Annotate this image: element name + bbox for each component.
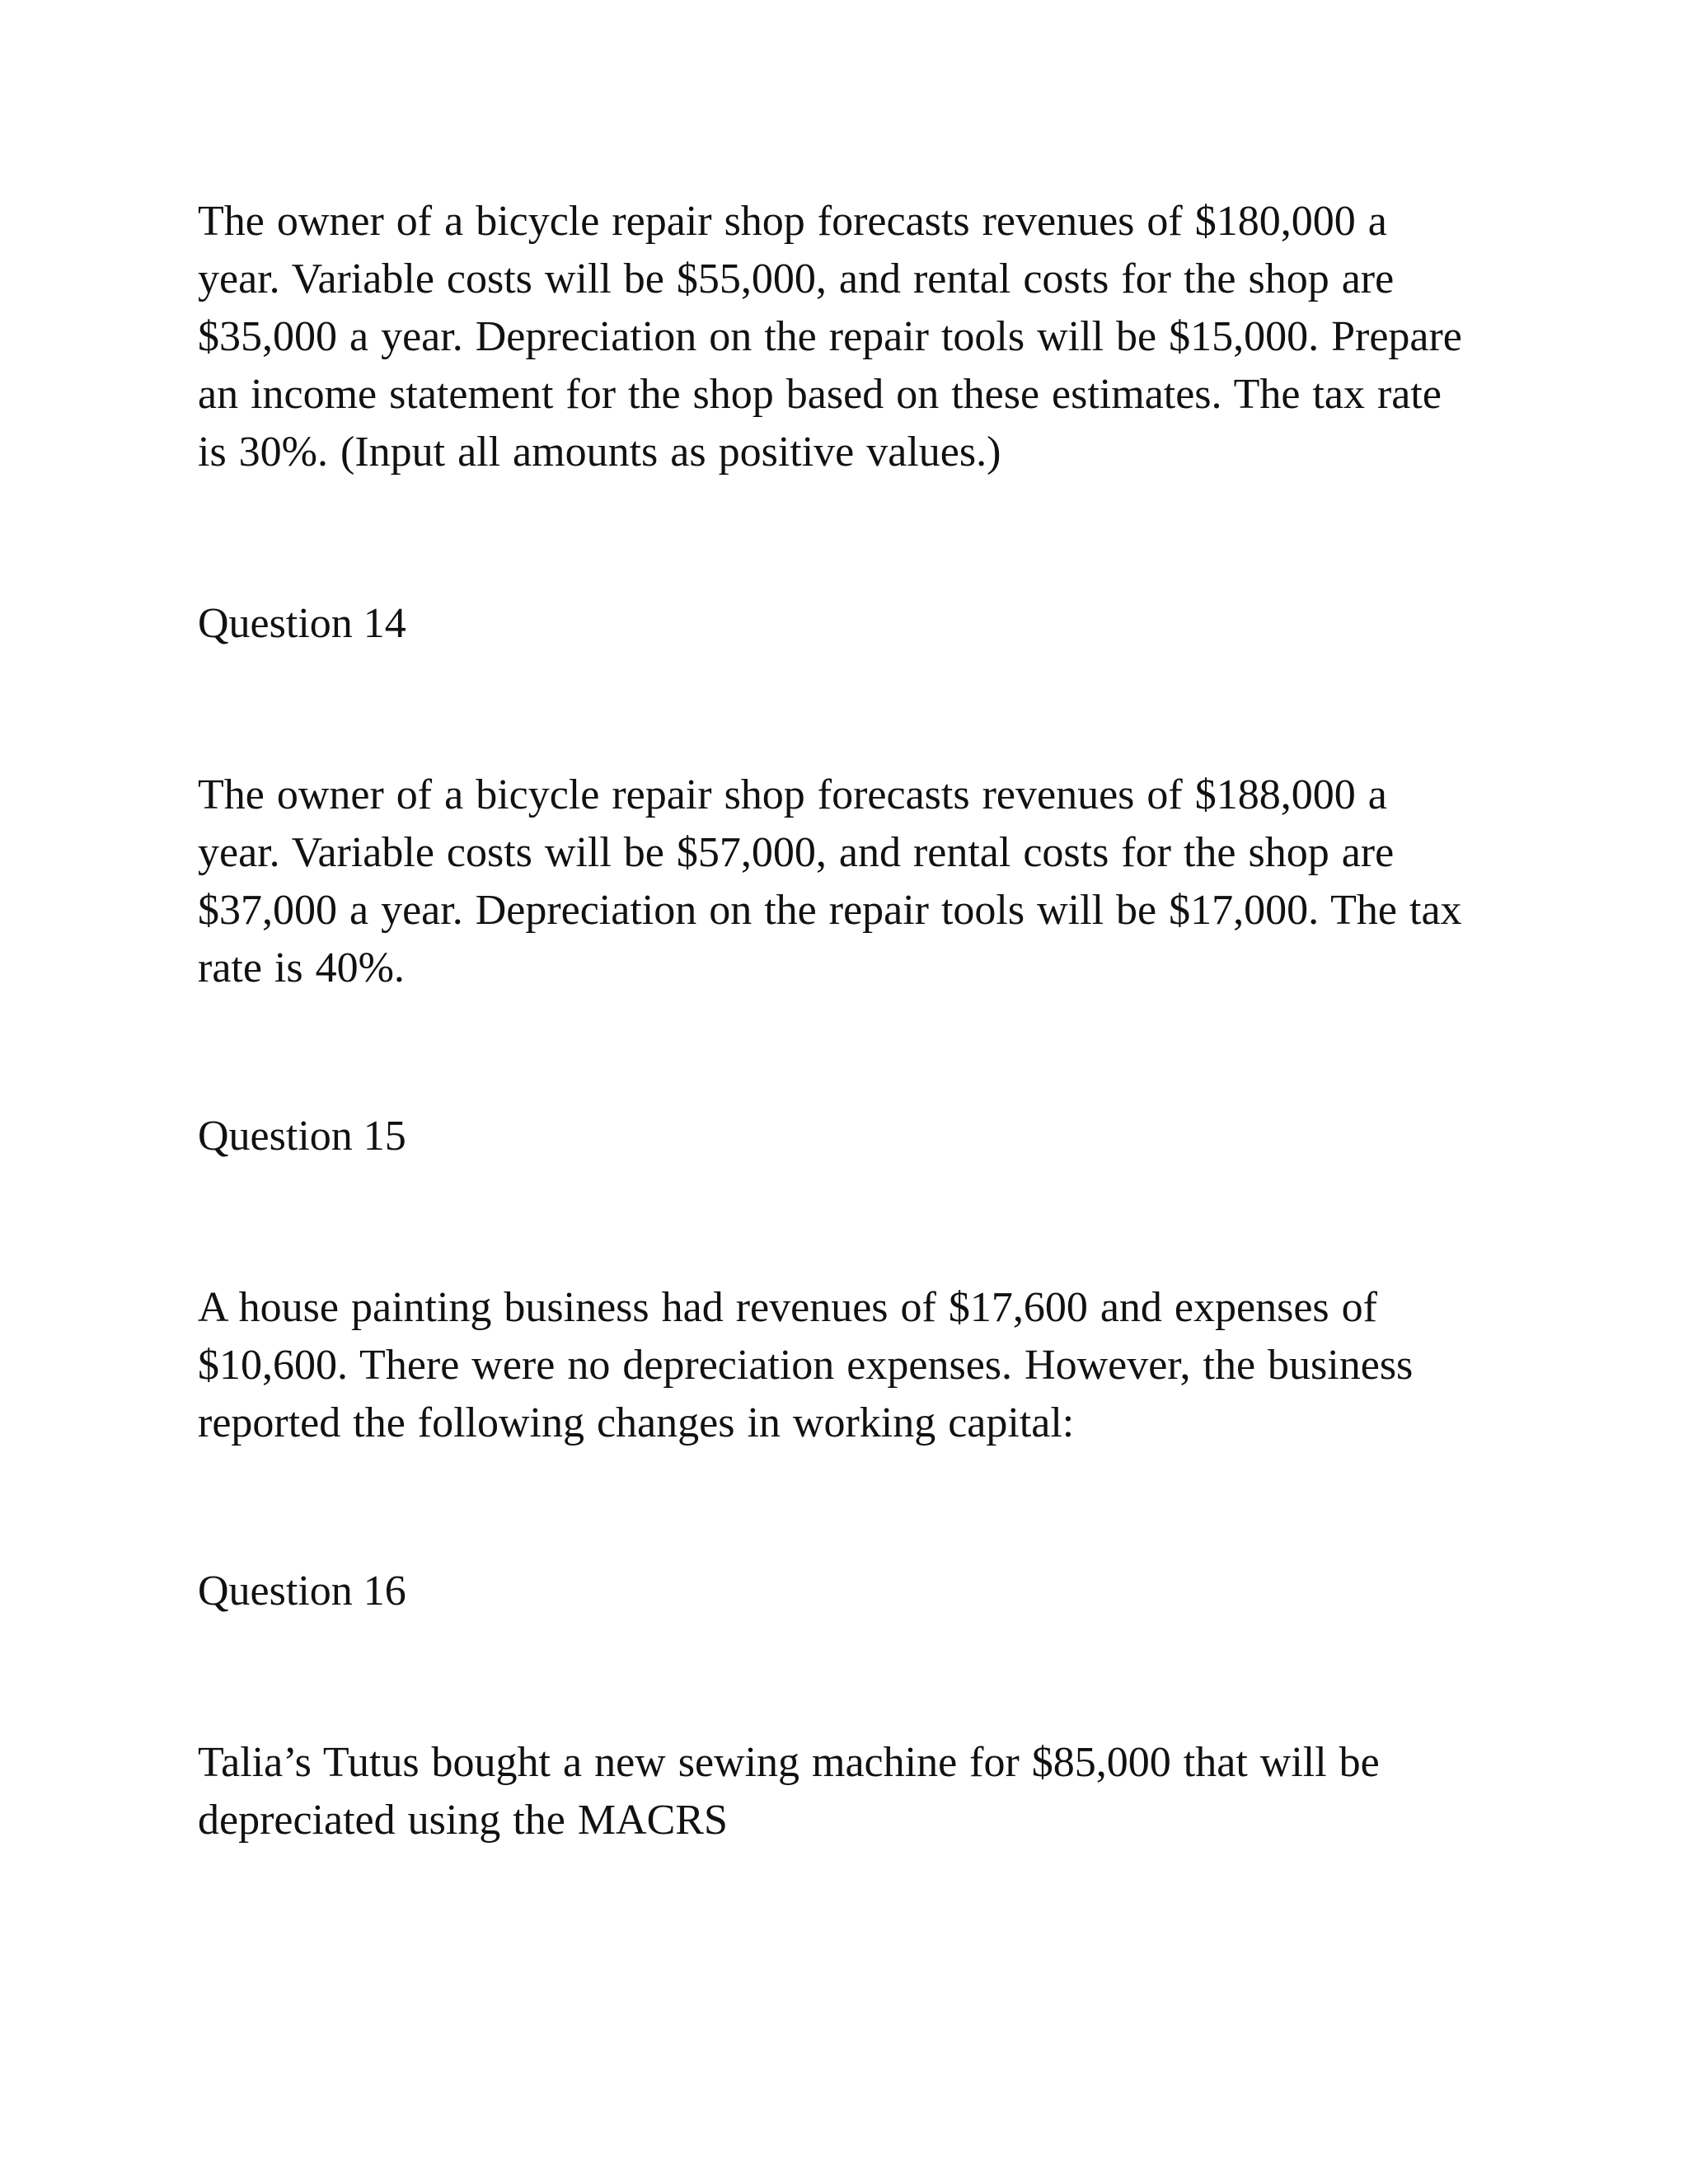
paragraph-line: $35,000 a year. Depreciation on the repair tools will be $15,000. Prepare: [198, 313, 1462, 360]
question-16-heading: Question 16: [198, 1568, 406, 1615]
paragraph-talias-tutus: [198, 1734, 1500, 1849]
question-15-heading: Question 15: [198, 1113, 406, 1160]
paragraph-line: Talia’s Tutus bought a new sewing machine for $85,000 that will be: [198, 1739, 1380, 1786]
paragraph-line: reported the following changes in working capital:: [198, 1399, 1075, 1446]
paragraph-line: year. Variable costs will be $55,000, and rental costs for the shop are: [198, 255, 1395, 302]
paragraph-line: The owner of a bicycle repair shop forecasts revenues of $188,000 a: [198, 771, 1387, 818]
question-14-heading: Question 14: [198, 600, 406, 647]
paragraph-line: A house painting business had revenues of $17,600 and expenses of: [198, 1284, 1377, 1331]
paragraph-bicycle-shop-30-percent: [198, 193, 1500, 481]
paragraph-line: rate is 40%.: [198, 944, 405, 991]
paragraph-line: is 30%. (Input all amounts as positive values.): [198, 429, 1001, 476]
paragraph-line: depreciated using the MACRS: [198, 1797, 728, 1844]
paragraph-line: year. Variable costs will be $57,000, and rental costs for the shop are: [198, 829, 1395, 876]
paragraph-line: The owner of a bicycle repair shop forecasts revenues of $180,000 a: [198, 198, 1387, 245]
paragraph-bicycle-shop-40-percent: [198, 766, 1500, 997]
paragraph-line: an income statement for the shop based on these estimates. The tax rate: [198, 371, 1442, 418]
paragraph-line: $10,600. There were no depreciation expenses. However, the business: [198, 1342, 1414, 1389]
paragraph-line: $37,000 a year. Depreciation on the repair tools will be $17,000. The tax: [198, 887, 1462, 934]
paragraph-house-painting: [198, 1279, 1500, 1452]
